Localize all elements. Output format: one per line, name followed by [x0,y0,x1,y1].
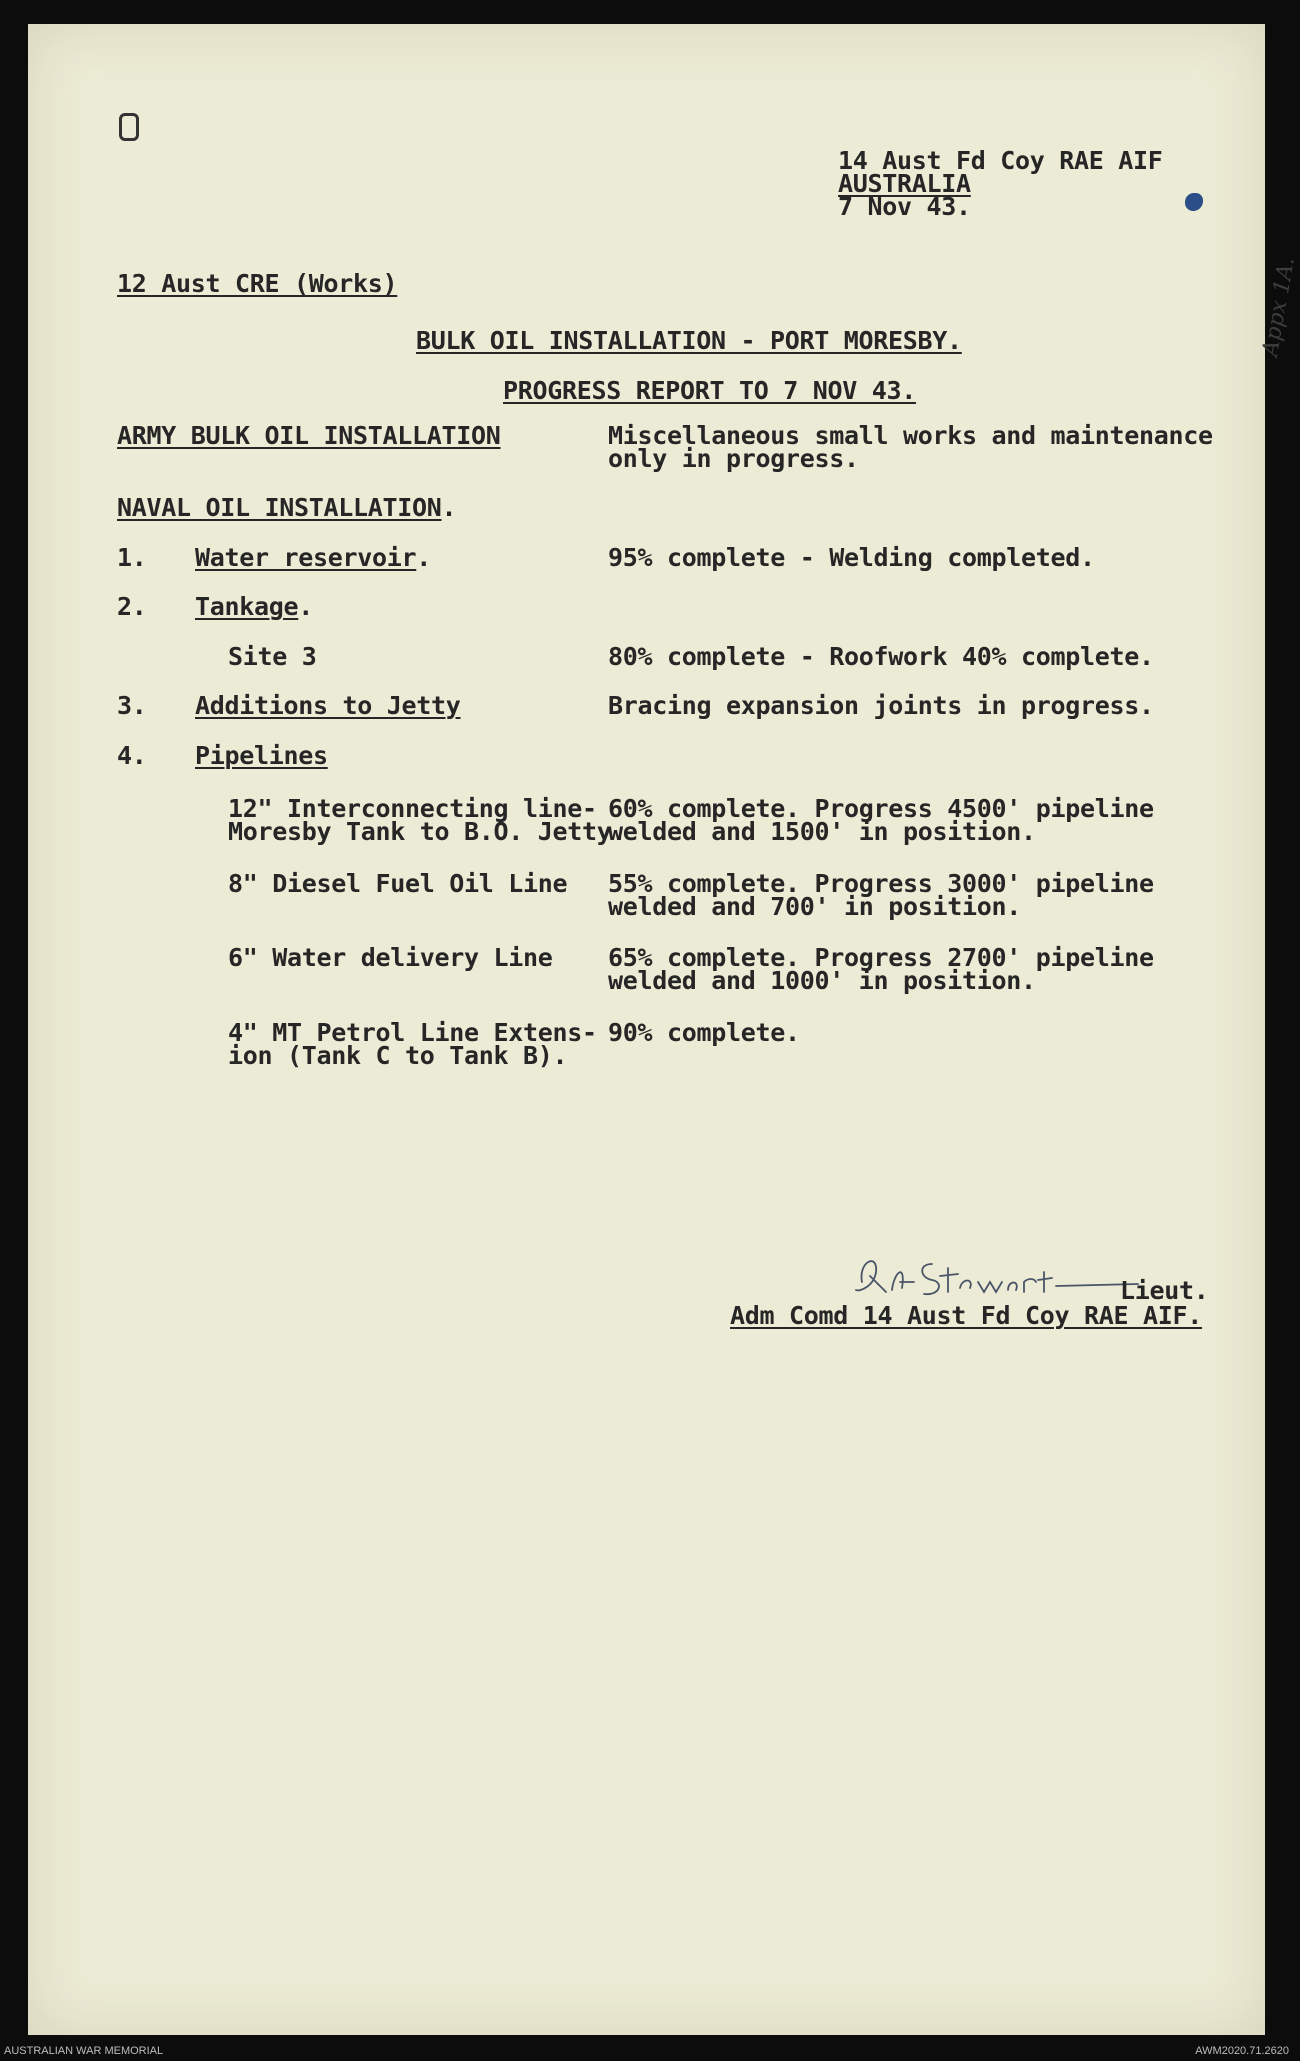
pipeline-status-line-2: welded and 700' in position. [608,892,1022,921]
header-unit: 14 Aust Fd Coy RAE AIF [838,146,1163,175]
item-status: Bracing expansion joints in progress. [608,691,1154,720]
army-heading: ARMY BULK OIL INSTALLATION [117,421,501,450]
item-status: 95% complete - Welding completed. [608,543,1095,572]
pipeline-label-line-1: 12" Interconnecting line- [228,794,597,823]
signatory-title: Adm Comd 14 Aust Fd Coy RAE AIF. [730,1301,1203,1330]
army-status-line-2: only in progress. [608,444,859,473]
item-label-text: Pipelines [195,741,328,770]
pipeline-label-line-2: ion (Tank C to Tank B). [228,1041,568,1070]
pipeline-label-line-1: 4" MT Petrol Line Extens- [228,1018,597,1047]
pipeline-status-line-1: 90% complete. [608,1018,800,1047]
site-label: Site 3 [228,642,317,671]
pipeline-status-line-1: 60% complete. Progress 4500' pipeline [608,794,1154,823]
item-number: 3. [117,691,147,720]
pipeline-label-line-2: Moresby Tank to B.O. Jetty. [228,817,627,846]
marginal-note: Appx 1A. [1258,255,1300,359]
pipeline-status-line-1: 55% complete. Progress 3000' pipeline [608,869,1154,898]
army-status-line-1: Miscellaneous small works and maintenance [608,421,1213,450]
naval-heading-suffix: . [441,493,457,522]
addressee: 12 Aust CRE (Works) [117,269,398,298]
signatory-rank: Lieut. [1120,1276,1209,1305]
pipeline-label-line-1: 6" Water delivery Line [228,943,553,972]
pipeline-status-line-2: welded and 1500' in position. [608,817,1036,846]
footer-reference: AWM2020.71.2620 [1195,2045,1289,2057]
item-label-text: Additions to Jetty [195,691,461,720]
item-label-text: Tankage [195,592,299,621]
header-date: 7 Nov 43. [838,192,971,221]
pipeline-status-line-1: 65% complete. Progress 2700' pipeline [608,943,1154,972]
item-label-text: Water reservoir [195,543,417,572]
document-title: BULK OIL INSTALLATION - PORT MORESBY. [416,326,962,355]
document-page [28,24,1300,2035]
site-status: 80% complete - Roofwork 40% complete. [608,642,1154,671]
pipeline-status-line-2: welded and 1000' in position. [608,966,1036,995]
item-number: 2. [117,592,147,621]
pipeline-label-line-1: 8" Diesel Fuel Oil Line [228,869,568,898]
item-label [195,543,432,572]
item-number: 1. [117,543,147,572]
document-subtitle: PROGRESS REPORT TO 7 NOV 43. [503,376,917,405]
header-location: AUSTRALIA [838,169,971,198]
naval-heading-text: NAVAL OIL INSTALLATION [117,493,442,522]
item-number: 4. [117,741,147,770]
item-label [195,592,314,621]
item-label [195,691,461,720]
naval-heading [117,493,457,522]
item-label [195,741,328,770]
ink-blot [1185,193,1203,211]
punch-hole-mark [119,113,139,141]
item-label-suffix: . [298,592,314,621]
item-label-suffix: . [416,543,432,572]
footer-institution: AUSTRALIAN WAR MEMORIAL [4,2045,164,2057]
